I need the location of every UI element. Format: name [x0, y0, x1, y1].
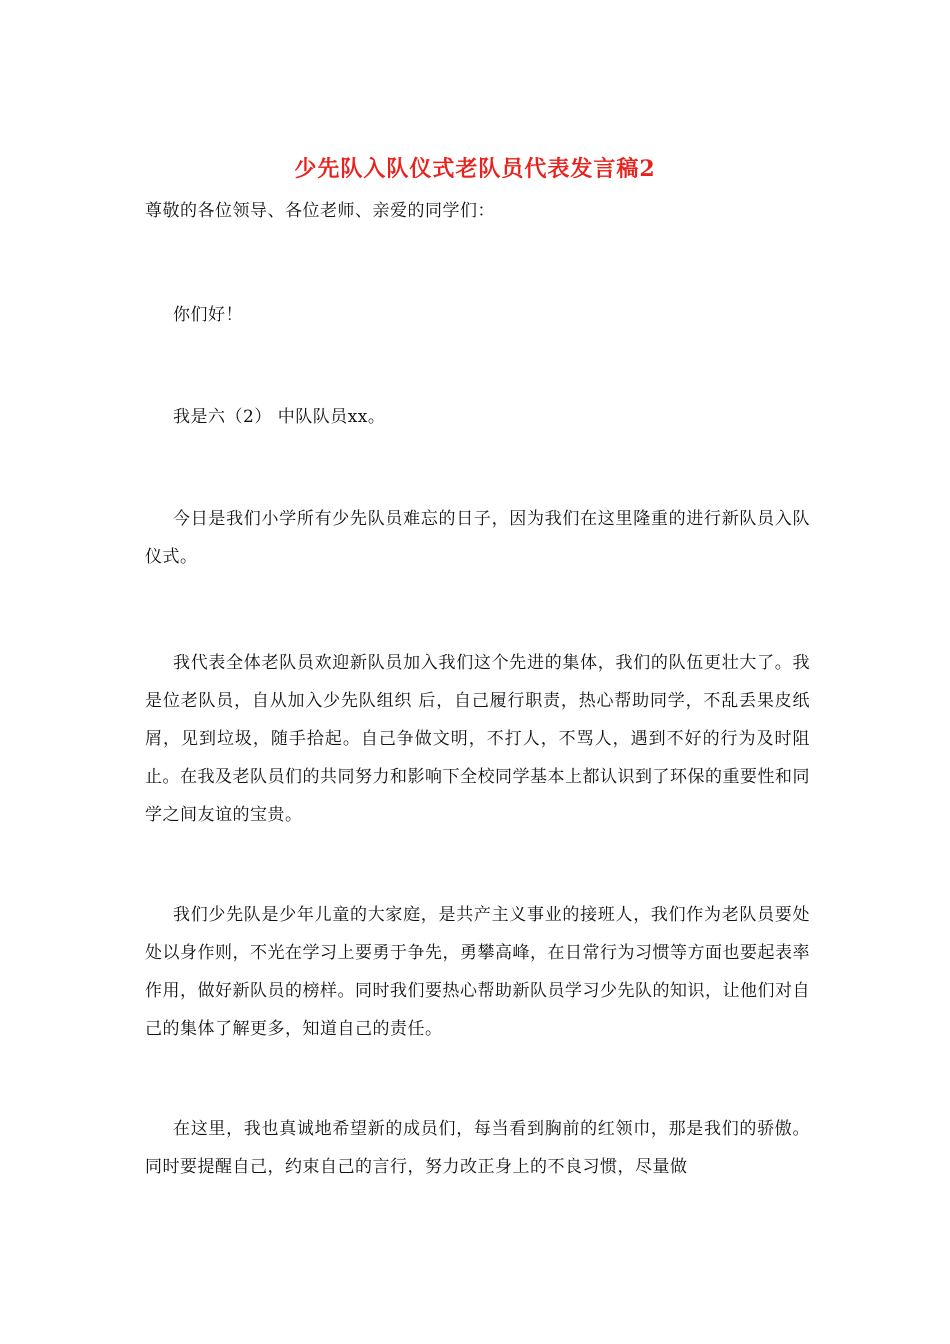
document-title: 少先队入队仪式老队员代表发言稿2 [294, 156, 656, 182]
paragraph-role-model: 我们少先队是少年儿童的大家庭，是共产主义事业的接班人，我们作为老队员要处处以身作则，不光在学习上要勇于争先，勇攀高峰，在日常行为习惯等方面也要起表率作用，做好新队员的榜样。同时我们要热心帮助新队员学习少先队的知识，让他们对自己的集体了解更多，知道自己的责任。 [145, 905, 810, 1039]
paragraph-occasion: 今日是我们小学所有少先队员难忘的日子，因为我们在这里隆重的进行新队员入队仪式。 [145, 509, 810, 567]
paragraph-introduction: 我是六（2） 中队队员xx。 [173, 407, 386, 427]
paragraph-greeting: 你们好！ [173, 305, 243, 325]
paragraph-hope: 在这里，我也真诚地希望新的成员们，每当看到胸前的红领巾，那是我们的骄傲。同时要提醒自己，约束自己的言行，努力改正身上的不良习惯，尽量做 [145, 1119, 810, 1177]
salutation: 尊敬的各位领导、各位老师、亲爱的同学们： [145, 201, 495, 221]
paragraph-welcome: 我代表全体老队员欢迎新队员加入我们这个先进的集体，我们的队伍更壮大了。我是位老队员，自从加入少先队组织 后，自己履行职责，热心帮助同学，不乱丢果皮纸屑，见到垃圾，随手拾起。自己争做文明，不打人，不骂人，遇到不好的行为及时阻止。在我及老队员们的共同努力和影响下全校同学基本上都认识到了环保的重要性和同学之间友谊的宝贵。 [145, 653, 810, 825]
